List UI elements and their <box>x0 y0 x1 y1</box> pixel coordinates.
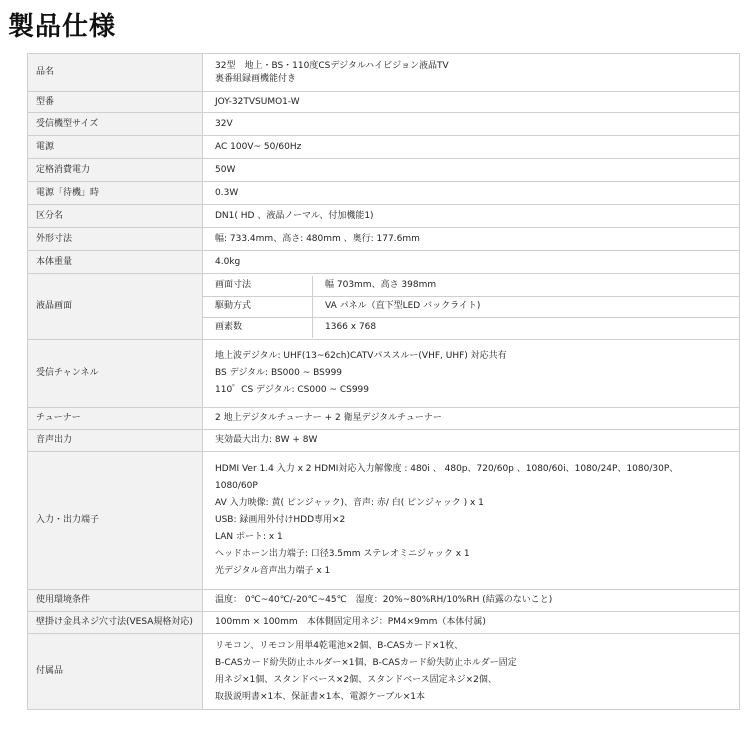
spec-value-wall-mount: 100mm × 100mm 本体側固定用ネジ：PM4×9mm（本体付属) <box>203 612 740 634</box>
spec-label-weight: 本体重量 <box>28 251 203 274</box>
spec-value-name <box>203 54 740 92</box>
panel-sub-label: 駆動方式 <box>203 296 313 317</box>
spec-value-model: JOY-32TVSUMO1-W <box>203 92 740 113</box>
spec-value-line: 110゜CS デジタル: CS000 ~ CS999 <box>215 385 370 395</box>
spec-label-tuner: チューナー <box>28 408 203 430</box>
panel-sub-label: 画面寸法 <box>203 276 313 297</box>
table-row <box>28 113 740 136</box>
table-row <box>28 452 740 590</box>
spec-value-channels <box>203 340 740 408</box>
spec-label-io: 入力・出力端子 <box>28 452 203 590</box>
table-row <box>28 251 740 274</box>
spec-value-line: 地上波デジタル: UHF(13~62ch)CATVパススルー(VHF, UHF) 対応共有 <box>215 351 507 361</box>
spec-label-name: 品名 <box>28 54 203 92</box>
spec-label-dimensions: 外形寸法 <box>28 228 203 251</box>
spec-value-line: 光デジタル音声出力端子 x 1 <box>215 566 331 576</box>
spec-label-channels: 受信チャンネル <box>28 340 203 408</box>
panel-sub-value: 幅 703mm、高さ 398mm <box>313 276 740 297</box>
spec-label-panel: 液晶画面 <box>28 274 203 340</box>
table-row <box>28 92 740 113</box>
table-row <box>28 408 740 430</box>
table-row <box>28 634 740 710</box>
page-title: 製品仕様 <box>8 12 117 42</box>
spec-value-line: B-CASカード紛失防止ホルダー×1個、B-CASカード紛失防止ホルダー固定 <box>215 657 517 668</box>
panel-sub-value: VA パネル（直下型LED バックライト) <box>313 296 740 317</box>
spec-value-screen-size: 32V <box>203 113 740 136</box>
panel-sub-value: 1366 x 768 <box>325 322 377 332</box>
table-row <box>28 54 740 92</box>
spec-table <box>27 53 740 710</box>
spec-label-rated-power: 定格消費電力 <box>28 159 203 182</box>
spec-value-line: BS デジタル: BS000 ~ BS999 <box>215 368 343 378</box>
spec-value-io <box>203 452 740 590</box>
spec-value-line: HDMI Ver 1.4 入力 x 2 HDMI対応入力解像度 : 480i 、 480p、720/60p 、1080/60i、1080/24P、1080/30P、 <box>215 464 679 474</box>
spec-label-audio: 音声出力 <box>28 430 203 452</box>
spec-label-wall-mount: 壁掛け金具ネジ穴寸法(VESA規格対応) <box>28 612 203 634</box>
panel-subtable <box>203 276 739 338</box>
panel-sub-label: 画素数 <box>203 317 313 338</box>
spec-value-line: AV 入力映像: 黄( ピンジャック)、音声: 赤/ 白( ピンジャック ) x 1 <box>215 498 484 508</box>
spec-value-line: USB: 録画用外付けHDD専用×2 <box>215 515 346 525</box>
spec-value-power-supply: AC 100V~ 50/60Hz <box>203 136 740 159</box>
panel-subrow <box>203 296 739 317</box>
table-row <box>28 340 740 408</box>
table-row <box>28 228 740 251</box>
table-row <box>28 590 740 612</box>
spec-value-dimensions: 幅: 733.4mm、高さ: 480mm 、奥行: 177.6mm <box>203 228 740 251</box>
spec-value-line: 1080/60P <box>215 481 258 491</box>
table-row <box>28 612 740 634</box>
spec-value-category: DN1( HD 、液晶ノーマル、付加機能1) <box>203 205 740 228</box>
spec-value-line: リモコン、リモコン用単4乾電池×2個、B-CASカード×1枚、 <box>215 640 464 651</box>
table-row <box>28 182 740 205</box>
spec-value-tuner: 2 地上デジタルチューナー + 2 衛星デジタルチューナー <box>203 408 740 430</box>
spec-label-standby-power: 電源「待機」時 <box>28 182 203 205</box>
table-row <box>28 274 740 340</box>
spec-label-screen-size: 受信機型サイズ <box>28 113 203 136</box>
spec-value-rated-power: 50W <box>203 159 740 182</box>
table-row <box>28 205 740 228</box>
spec-value-line: 裏番組録画機能付き <box>215 73 297 84</box>
spec-value-weight: 4.0kg <box>203 251 740 274</box>
panel-subrow <box>203 317 739 338</box>
spec-label-power-supply: 電源 <box>28 136 203 159</box>
spec-value-standby-power: 0.3W <box>203 182 740 205</box>
spec-value-line: LAN ポート: x 1 <box>215 532 283 542</box>
panel-subrow <box>203 276 739 297</box>
spec-value-line: 32型 地上・BS・110度CSデジタルハイビジョン液晶TV <box>215 60 449 71</box>
spec-value-audio: 実効最大出力: 8W + 8W <box>203 430 740 452</box>
spec-label-model: 型番 <box>28 92 203 113</box>
table-row <box>28 159 740 182</box>
table-row <box>28 430 740 452</box>
spec-label-environment: 使用環境条件 <box>28 590 203 612</box>
spec-value-accessories <box>203 634 740 710</box>
spec-value-line: 取扱説明書×1本、保証書×1本、電源ケーブル×1本 <box>215 691 425 702</box>
table-row <box>28 136 740 159</box>
spec-label-accessories: 付属品 <box>28 634 203 710</box>
spec-value-line: 用ネジ×1個、スタンドベース×2個、スタンドベース固定ネジ×2個、 <box>215 674 497 685</box>
spec-value-environment: 温度： 0℃~40℃/-20℃~45℃ 湿度：20%~80%RH/10%RH (結露のないこと) <box>203 590 740 612</box>
spec-value-line: ヘッドホーン出力端子: 口径3.5mm ステレオミニジャック x 1 <box>215 549 470 559</box>
spec-label-category: 区分名 <box>28 205 203 228</box>
spec-value-panel <box>203 274 740 340</box>
